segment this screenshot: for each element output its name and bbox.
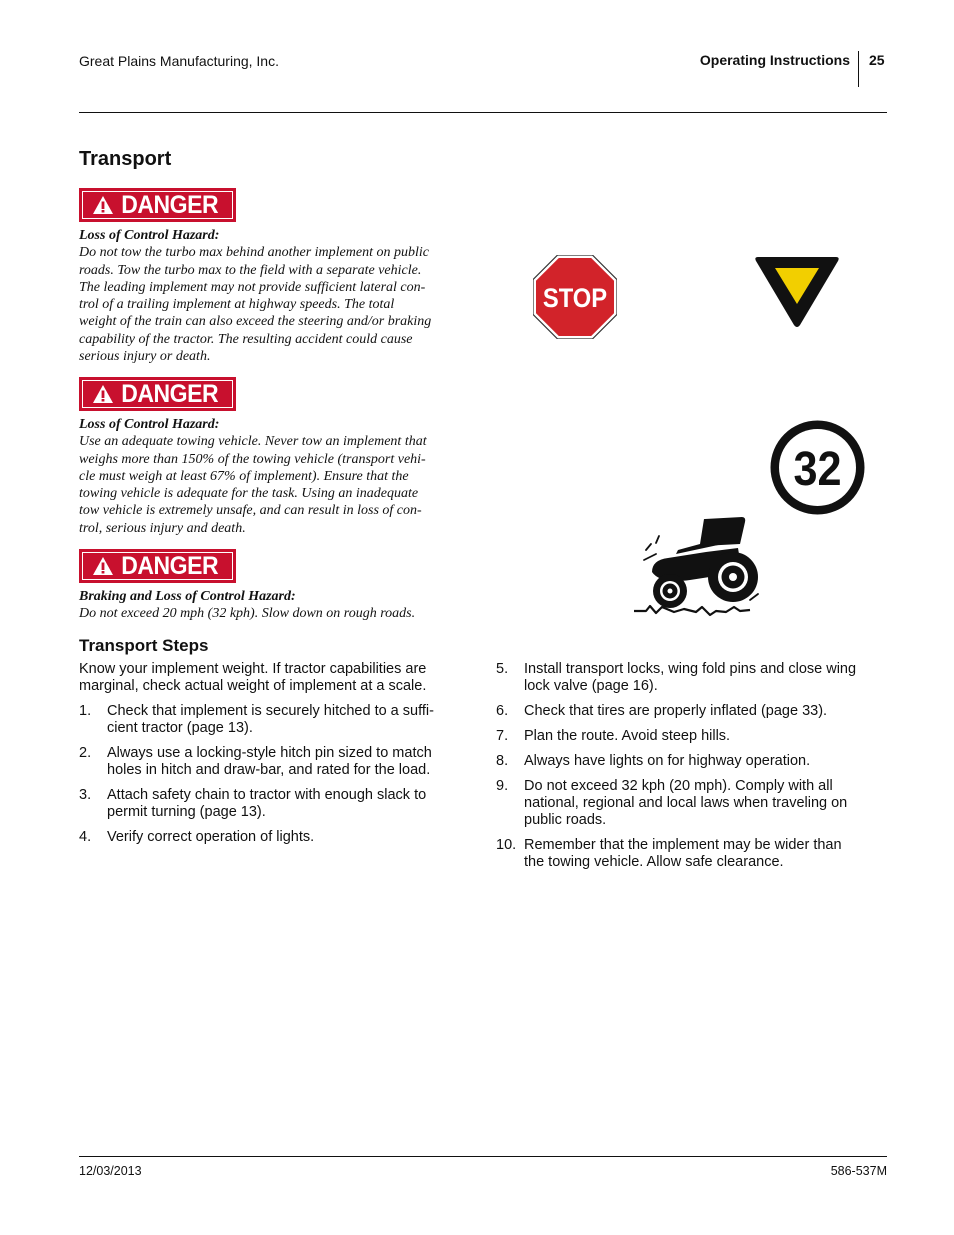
list-item	[79, 787, 469, 821]
speed-limit-number: 32	[793, 441, 842, 496]
danger-word: DANGER	[121, 190, 219, 219]
header-rule	[79, 112, 887, 113]
page-title: Transport	[79, 148, 172, 170]
list-number: 4.	[79, 829, 92, 845]
list-text: Plan the route. Avoid steep hills.	[524, 728, 731, 744]
hazard-line: Do not exceed 20 mph (32 kph). Slow down on rough roads.	[79, 606, 416, 622]
hazard-line: cle must weigh at least 67% of implement). Ensure that the	[79, 468, 409, 484]
list-number: 6.	[496, 703, 509, 719]
list-item	[79, 829, 469, 846]
list-item	[496, 778, 896, 829]
list-number: 7.	[496, 728, 509, 744]
list-item	[496, 661, 896, 695]
list-text: Always use a locking-style hitch pin sized to match holes in hitch and draw-bar, and rated for the load.	[107, 745, 432, 778]
hazard-line: capability of the tractor. The resulting accident could cause	[79, 331, 413, 347]
hazard-message-3	[79, 588, 471, 623]
hazard-title: Loss of Control Hazard:	[79, 417, 220, 432]
warning-triangle-icon	[92, 556, 114, 576]
tractor-rough-road-icon	[630, 514, 762, 622]
stop-sign-icon	[533, 255, 617, 339]
warning-triangle-icon	[92, 195, 114, 215]
hazard-line: The leading implement may not provide sufficient lateral con-	[79, 279, 426, 295]
list-item	[496, 703, 896, 720]
hazard-message-1	[79, 227, 471, 365]
list-number: 1.	[79, 703, 92, 719]
danger-label-1	[79, 188, 236, 222]
intro-paragraph	[79, 661, 461, 695]
yield-sign-icon	[754, 256, 840, 328]
list-number: 2.	[79, 745, 92, 761]
hazard-message-2	[79, 416, 471, 537]
list-text: Check that implement is securely hitched to a suffi- cient tractor (page 13).	[107, 703, 434, 736]
danger-label-2	[79, 377, 236, 411]
list-text: Do not exceed 32 kph (20 mph). Comply with all national, regional and local laws when traveling on public roads.	[524, 778, 848, 828]
hazard-line: trol of a trailing implement at highway speeds. The total	[79, 297, 395, 313]
list-item	[79, 745, 469, 779]
danger-word: DANGER	[121, 551, 219, 580]
list-item	[496, 837, 896, 871]
list-text: Install transport locks, wing fold pins and close wing lock valve (page 16).	[524, 661, 857, 694]
hazard-title: Braking and Loss of Control Hazard:	[79, 589, 296, 604]
list-text: Check that tires are properly inflated (page 33).	[524, 703, 828, 719]
hazard-title: Loss of Control Hazard:	[79, 228, 220, 243]
list-text: Verify correct operation of lights.	[107, 829, 315, 845]
intro-line: marginal, check actual weight of implement at a scale.	[79, 678, 427, 694]
stop-sign-text: STOP	[542, 283, 608, 314]
section-heading: Transport Steps	[79, 636, 209, 655]
hazard-line: weight of the train can also exceed the steering and/or braking	[79, 314, 432, 330]
page-number: 25	[869, 52, 885, 68]
danger-word: DANGER	[121, 379, 219, 408]
footer-rule	[79, 1156, 887, 1157]
header-section: Operating Instructions	[699, 52, 850, 68]
list-text: Always have lights on for highway operation.	[524, 753, 811, 769]
hazard-line: weighs more than 150% of the towing vehicle (transport vehi-	[79, 451, 426, 467]
intro-line: Know your implement weight. If tractor capabilities are	[79, 661, 427, 677]
list-text: Attach safety chain to tractor with enough slack to permit turning (page 13).	[107, 787, 427, 820]
hazard-line: tow vehicle is extremely unsafe, and can result in loss of con-	[79, 503, 422, 519]
hazard-line: trol, serious injury and death.	[79, 520, 246, 536]
list-number: 5.	[496, 661, 509, 677]
footer-doc-number: 586-537M	[830, 1164, 887, 1178]
list-number: 8.	[496, 753, 509, 769]
list-number: 10.	[496, 837, 517, 853]
header-company: Great Plains Manufacturing, Inc.	[79, 53, 279, 69]
header-divider	[858, 51, 859, 87]
hazard-line: roads. Tow the turbo max to the field with a separate vehicle.	[79, 262, 422, 278]
list-number: 3.	[79, 787, 92, 803]
list-text: Remember that the implement may be wider than the towing vehicle. Allow safe clearance.	[524, 837, 842, 870]
hazard-line: Do not tow the turbo max behind another implement on public	[79, 245, 429, 261]
danger-label-3	[79, 549, 236, 583]
list-item	[496, 728, 896, 745]
hazard-line: towing vehicle is adequate for the task. Using an inadequate	[79, 486, 419, 502]
footer-date: 12/03/2013	[79, 1164, 142, 1178]
list-item	[79, 703, 469, 737]
warning-triangle-icon	[92, 384, 114, 404]
list-number: 9.	[496, 778, 509, 794]
list-item	[496, 753, 896, 770]
hazard-line: Use an adequate towing vehicle. Never tow an implement that	[79, 434, 427, 450]
hazard-line: serious injury or death.	[79, 349, 211, 365]
speed-limit-sign-icon	[770, 420, 865, 515]
